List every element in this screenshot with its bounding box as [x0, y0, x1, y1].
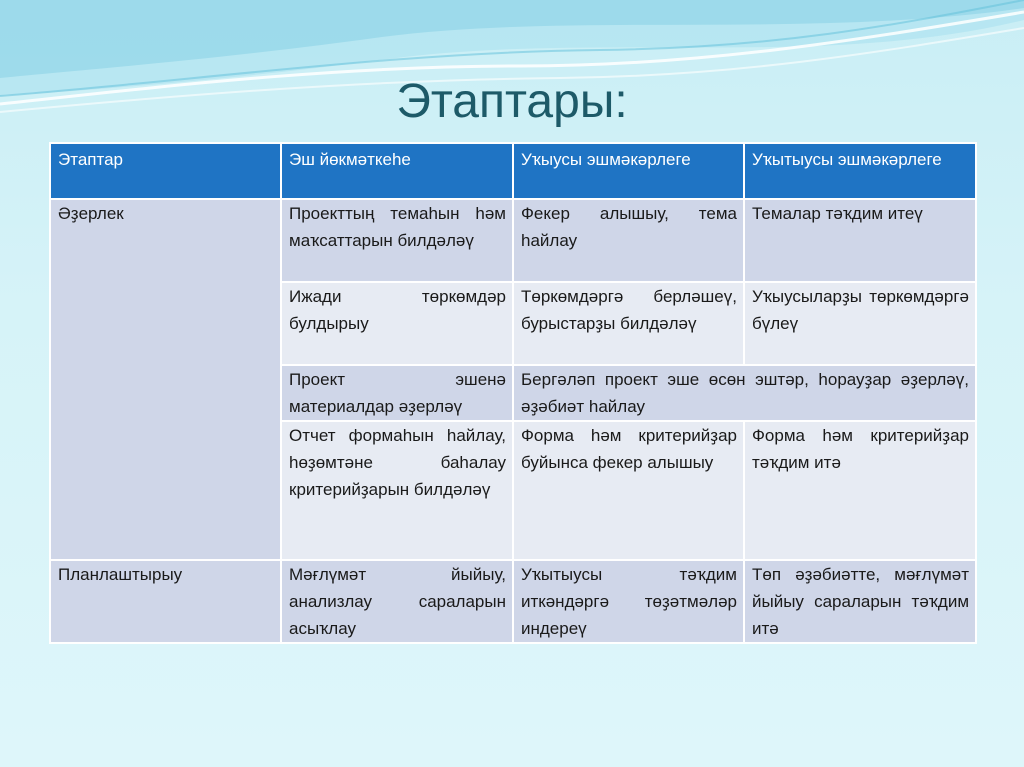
table-cell: Төркөмдәргә берләшеү, бурыстарҙы билдәләү — [513, 282, 744, 365]
table-cell: Форма һәм критерийҙар тәҡдим итә — [744, 421, 976, 560]
stage-cell: Әҙерлек — [50, 199, 281, 560]
table-cell: Темалар тәҡдим итеү — [744, 199, 976, 282]
table-cell: Бергәләп проект эше өсөн эштәр, һорауҙар әҙерләү, әҙәбиәт һайлау — [513, 365, 976, 421]
table-cell: Уҡытыусы тәҡдим иткәндәргә төҙәтмәләр индереү — [513, 560, 744, 643]
stages-table — [49, 142, 977, 644]
table-cell: Проект эшенә материалдар әҙерләү — [281, 365, 513, 421]
table-header-row — [50, 143, 976, 199]
header-cell: Уҡыусы эшмәкәрлеге — [513, 143, 744, 199]
table-cell: Ижади төркөмдәр булдырыу — [281, 282, 513, 365]
header-cell: Уҡытыусы эшмәкәрлеге — [744, 143, 976, 199]
table-cell: Форма һәм критерийҙар буйынса фекер алышыу — [513, 421, 744, 560]
table-row — [50, 560, 976, 643]
stage-cell: Планлаштырыу — [50, 560, 281, 643]
table-cell: Төп әҙәбиәтте, мәғлүмәт йыйыу сараларын тәҡдим итә — [744, 560, 976, 643]
table-row — [50, 199, 976, 282]
header-cell: Эш йөкмәткеһе — [281, 143, 513, 199]
table-cell: Уҡыусыларҙы төркөмдәргә бүлеү — [744, 282, 976, 365]
table-cell: Мәғлүмәт йыйыу, анализлау сараларын асыҡлау — [281, 560, 513, 643]
page-title: Этаптары: — [396, 75, 628, 128]
header-cell: Этаптар — [50, 143, 281, 199]
table-cell: Проекттың темаһын һәм маҡсаттарын билдәләү — [281, 199, 513, 282]
table-cell: Фекер алышыу, тема һайлау — [513, 199, 744, 282]
table-cell: Отчет формаһын һайлау, һөҙөмтәне баһалау критерийҙарын билдәләү — [281, 421, 513, 560]
